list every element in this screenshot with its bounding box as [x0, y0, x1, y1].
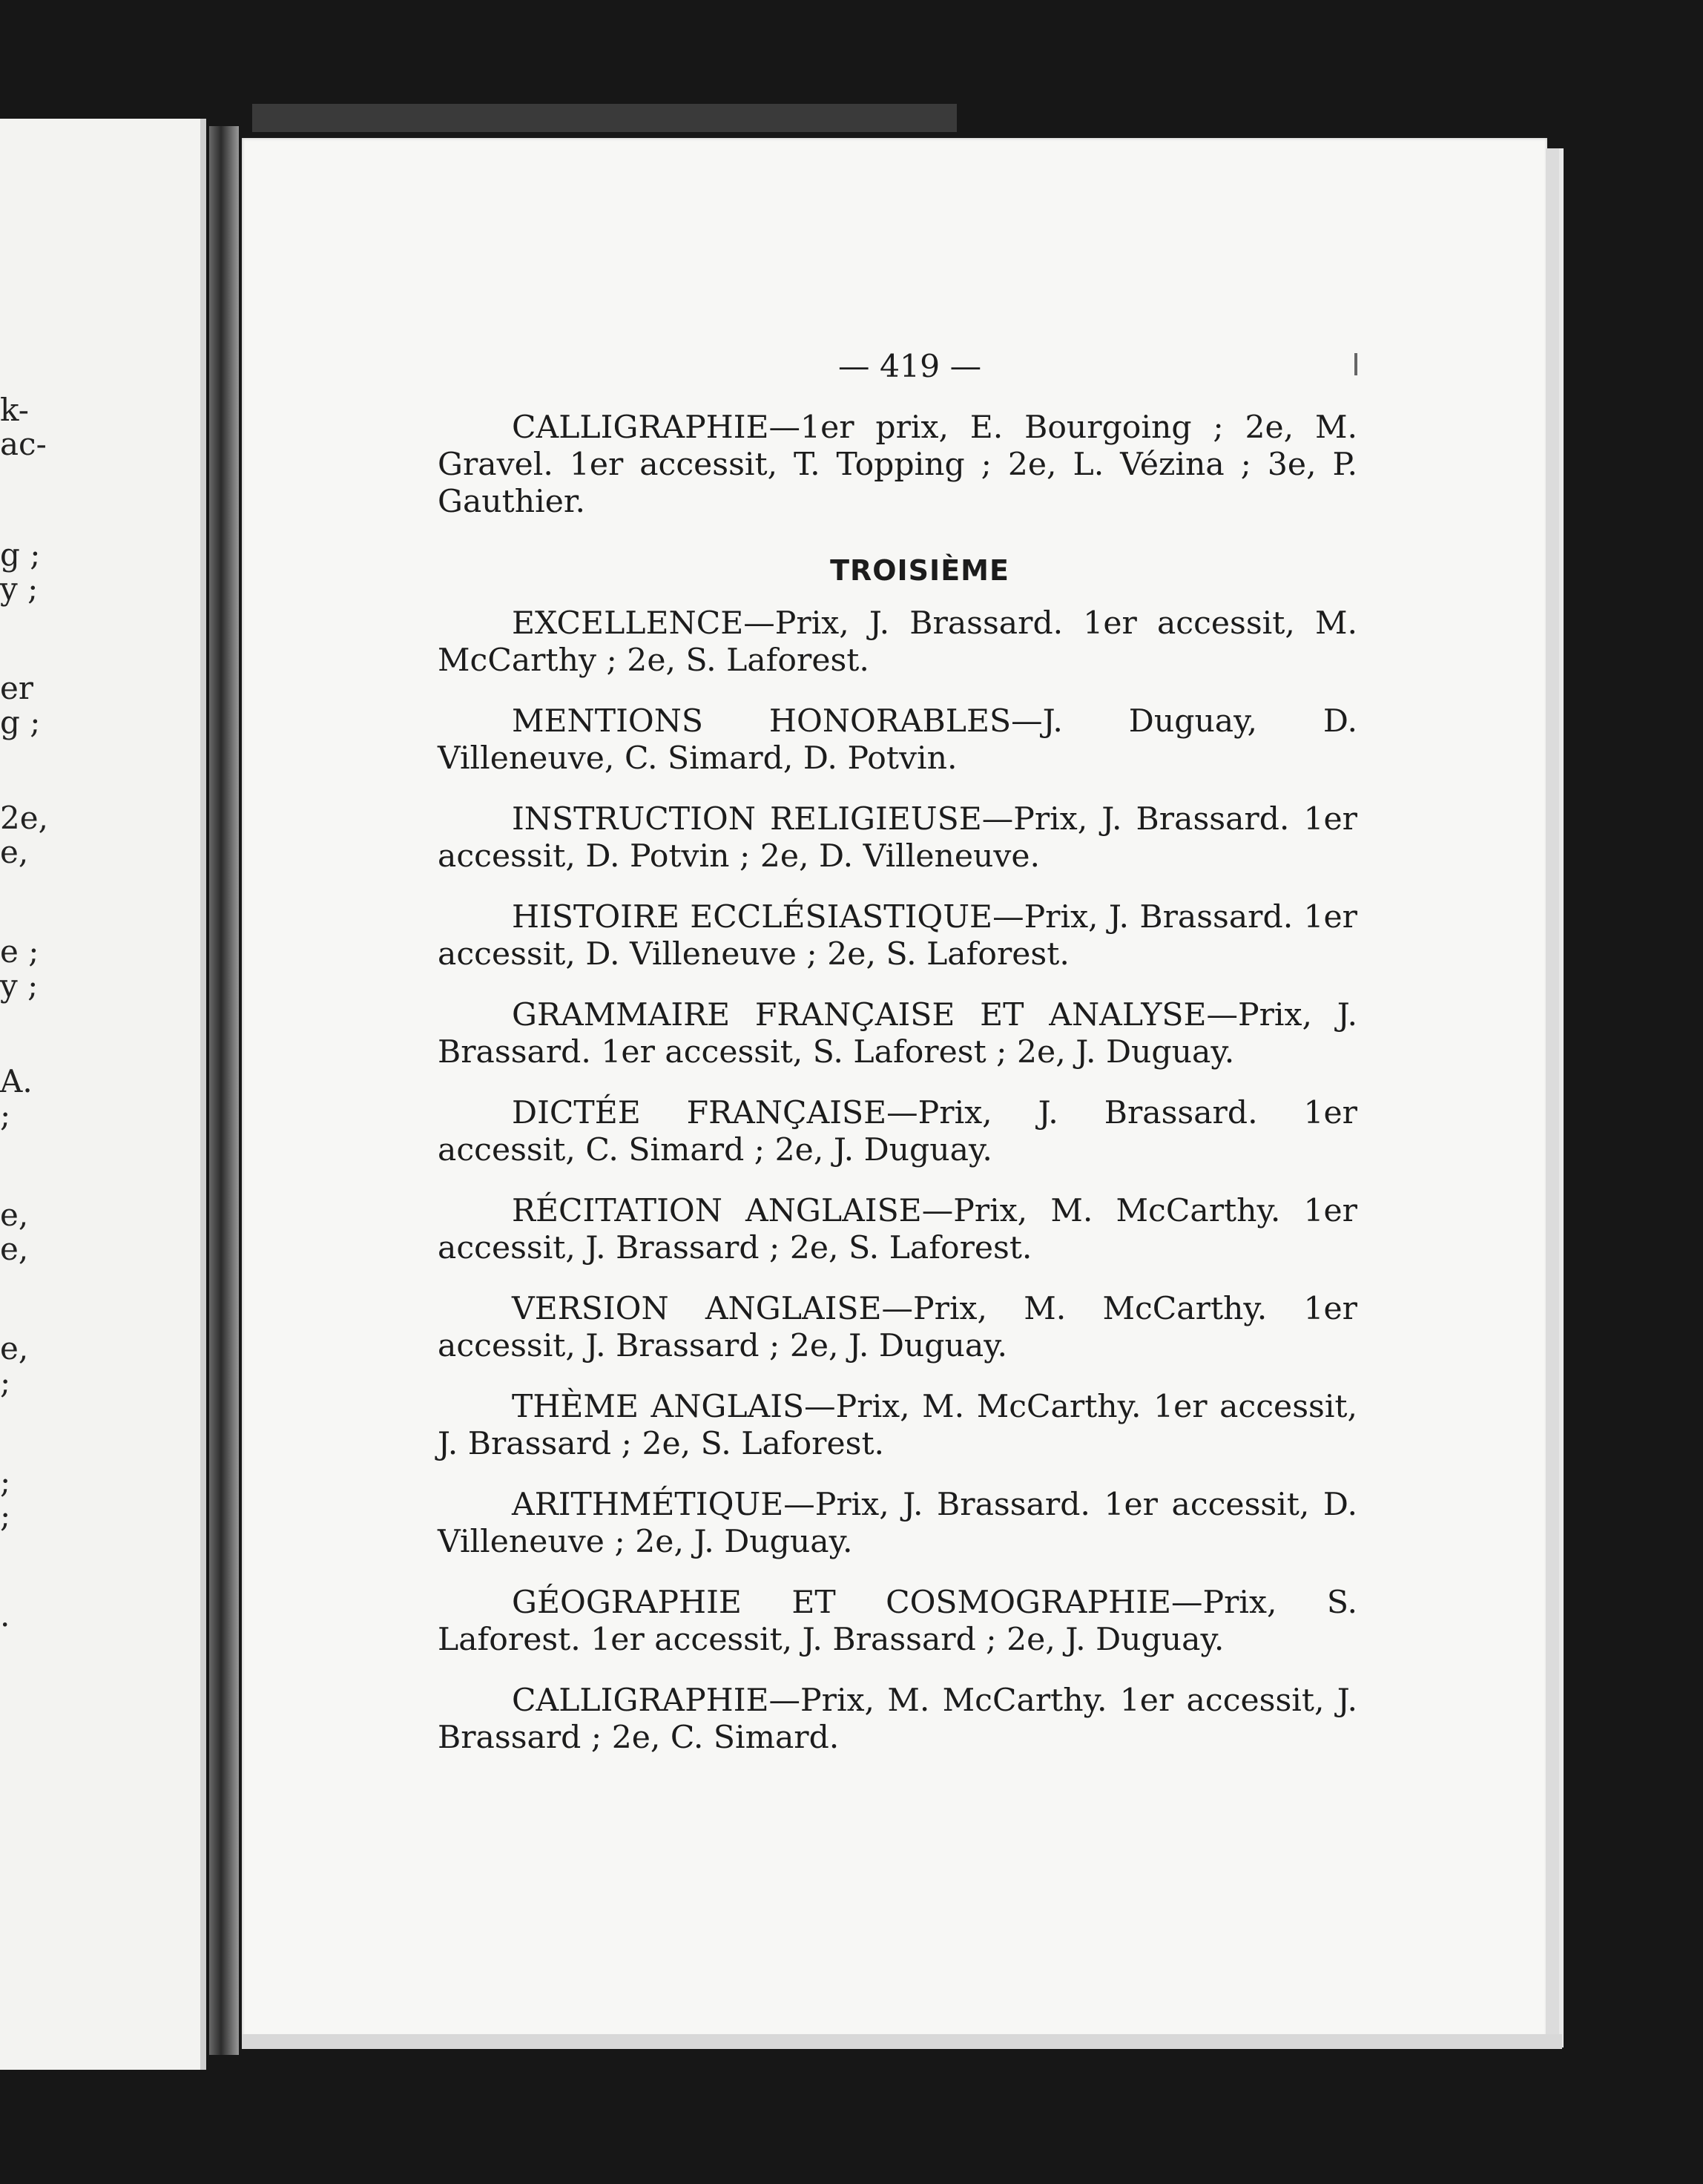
prize-paragraph: HISTOIRE ECCLÉSIASTIQUE—Prix, J. Brassard. 1er accessit, D. Villeneuve ; 2e, S. Laforest.	[438, 899, 1357, 973]
prize-paragraph: ARITHMÉTIQUE—Prix, J. Brassard. 1er accessit, D. Villeneuve ; 2e, J. Duguay.	[438, 1487, 1357, 1560]
left-page-fragment: e,	[0, 1330, 29, 1366]
left-page-fragment: y ;	[0, 967, 39, 1004]
page-top-shadow	[252, 104, 957, 132]
page-bottom-edge	[242, 2034, 1562, 2049]
prize-paragraph: GÉOGRAPHIE ET COSMOGRAPHIE—Prix, S. Laforest. 1er accessit, J. Brassard ; 2e, J. Duguay.	[438, 1585, 1357, 1658]
left-page-fragment: A.	[0, 1063, 33, 1099]
prize-paragraph: VERSION ANGLAISE—Prix, M. McCarthy. 1er accessit, J. Brassard ; 2e, J. Duguay.	[438, 1291, 1357, 1364]
left-page-fragment: er	[0, 670, 33, 706]
prize-paragraph: CALLIGRAPHIE—Prix, M. McCarthy. 1er accessit, J. Brassard ; 2e, C. Simard.	[438, 1683, 1357, 1756]
left-page-fragment: ;	[0, 1498, 11, 1534]
section-heading: TROISIÈME	[830, 554, 1009, 587]
prize-paragraph: DICTÉE FRANÇAISE—Prix, J. Brassard. 1er accessit, C. Simard ; 2e, J. Duguay.	[438, 1095, 1357, 1168]
left-page-fragment: g ;	[0, 536, 41, 573]
prize-paragraph: GRAMMAIRE FRANÇAISE ET ANALYSE—Prix, J. Brassard. 1er accessit, S. Laforest ; 2e, J. Duguay.	[438, 997, 1357, 1070]
prize-paragraph: EXCELLENCE—Prix, J. Brassard. 1er accessit, M. McCarthy ; 2e, S. Laforest.	[438, 605, 1357, 679]
left-page-fragment: e,	[0, 1197, 29, 1233]
left-page-fragment: e,	[0, 1231, 29, 1267]
left-page-fragment: e ;	[0, 933, 39, 970]
prize-paragraph: THÈME ANGLAIS—Prix, M. McCarthy. 1er accessit, J. Brassard ; 2e, S. Laforest.	[438, 1389, 1357, 1462]
prize-paragraph: MENTIONS HONORABLES—J. Duguay, D. Villeneuve, C. Simard, D. Potvin.	[438, 703, 1357, 777]
left-page-fragment: g ;	[0, 704, 41, 740]
left-facing-page	[0, 119, 206, 2070]
left-page-fragment: ac-	[0, 426, 47, 462]
left-page-fragment: k-	[0, 392, 29, 428]
prize-paragraph: INSTRUCTION RELIGIEUSE—Prix, J. Brassard. 1er accessit, D. Potvin ; 2e, D. Villeneuve.	[438, 801, 1357, 875]
left-page-fragment: y ;	[0, 570, 39, 607]
left-page-fragment: ;	[0, 1464, 11, 1500]
prize-paragraph: RÉCITATION ANGLAISE—Prix, M. McCarthy. 1er accessit, J. Brassard ; 2e, S. Laforest.	[438, 1193, 1357, 1266]
page-number: — 419 —	[838, 349, 982, 385]
left-page-fragment: e,	[0, 834, 29, 870]
intro-paragraph: CALLIGRAPHIE—1er prix, E. Bourgoing ; 2e, M. Gravel. 1er accessit, T. Topping ; 2e, L. Vézina ; 3e, P. Gauthier.	[438, 410, 1357, 520]
left-page-fragment: .	[0, 1597, 10, 1634]
left-page-fragment: ;	[0, 1364, 11, 1401]
page-edge	[1546, 148, 1564, 2048]
book-gutter	[209, 126, 239, 2055]
left-page-fragment: ;	[0, 1097, 11, 1134]
left-page-fragment: 2e,	[0, 800, 48, 836]
